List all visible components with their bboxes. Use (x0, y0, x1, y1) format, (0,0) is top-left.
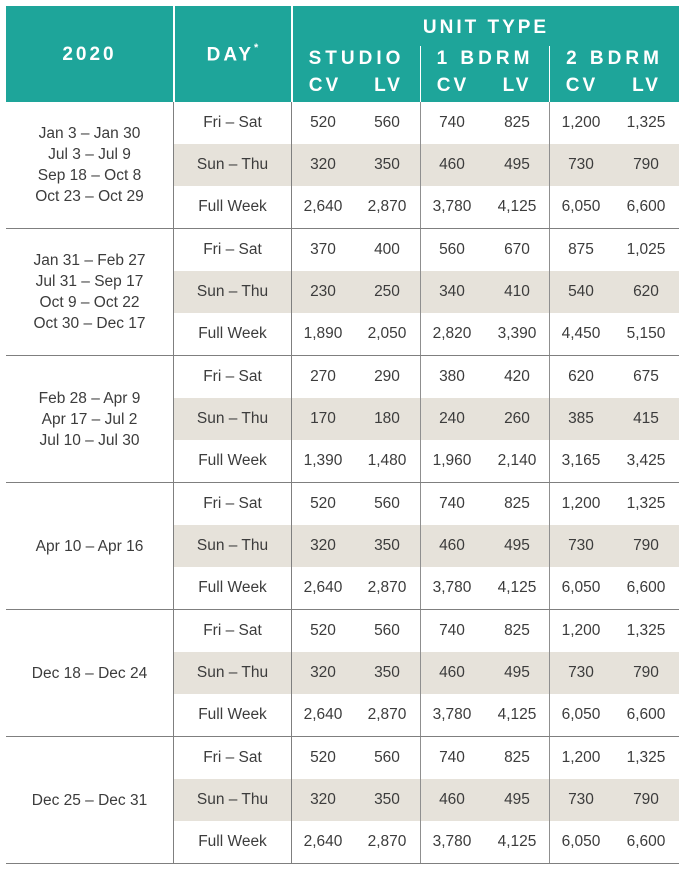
points-cell: 620 (568, 368, 594, 385)
points-chart (6, 6, 679, 864)
points-cell: 2,820 (432, 325, 472, 342)
points-cell: 270 (310, 368, 336, 385)
points-cell: 2,870 (367, 833, 407, 850)
season-group (6, 610, 679, 737)
year-heading: 2020 (62, 44, 117, 65)
points-cell: 495 (504, 156, 530, 173)
column-divider (173, 610, 174, 736)
points-cell: 740 (439, 114, 465, 131)
season-group (6, 102, 679, 229)
points-cell: 6,600 (626, 833, 666, 850)
points-cell: 790 (633, 156, 659, 173)
table-row (174, 186, 679, 228)
points-cell: 1,200 (561, 622, 601, 639)
points-cell: 560 (374, 622, 400, 639)
points-cell: 420 (504, 368, 530, 385)
season-dates (6, 229, 173, 355)
points-cell: 2,140 (497, 452, 537, 469)
season-group (6, 737, 679, 864)
points-cell: 170 (310, 410, 336, 427)
points-cell: 1,890 (303, 325, 343, 342)
points-cell: 4,125 (497, 706, 537, 723)
points-cell: 560 (374, 114, 400, 131)
points-cell: 520 (310, 114, 336, 131)
day-cell: Sun – Thu (196, 664, 269, 681)
points-cell: 3,780 (432, 706, 472, 723)
day-cell: Full Week (198, 706, 267, 723)
points-cell: 495 (504, 537, 530, 554)
day-footnote-mark: * (254, 42, 259, 54)
points-cell: 6,600 (626, 579, 666, 596)
points-cell: 400 (374, 241, 400, 258)
table-row (174, 102, 679, 144)
points-cell: 825 (504, 495, 530, 512)
points-cell: 560 (374, 749, 400, 766)
points-cell: 320 (310, 664, 336, 681)
day-cell: Full Week (198, 579, 267, 596)
day-cell: Fri – Sat (203, 368, 262, 385)
points-cell: 380 (439, 368, 465, 385)
table-header (6, 6, 679, 102)
day-cell: Fri – Sat (203, 114, 262, 131)
points-cell: 4,450 (561, 325, 601, 342)
table-body (6, 102, 679, 864)
points-cell: 875 (568, 241, 594, 258)
points-cell: 460 (439, 791, 465, 808)
points-cell: 2,870 (367, 198, 407, 215)
season-dates (6, 610, 173, 736)
points-cell: 1,325 (626, 622, 666, 639)
points-cell: 2,870 (367, 579, 407, 596)
one-bedroom-cv-heading: CV (436, 75, 470, 96)
points-cell: 460 (439, 156, 465, 173)
table-row (174, 144, 679, 186)
points-cell: 740 (439, 495, 465, 512)
points-cell: 2,640 (303, 706, 343, 723)
table-row (174, 398, 679, 440)
points-cell: 2,640 (303, 198, 343, 215)
studio-lv-heading: LV (374, 75, 403, 96)
day-cell: Full Week (198, 452, 267, 469)
date-range: Apr 10 – Apr 16 (35, 537, 144, 555)
date-range: Dec 18 – Dec 24 (31, 664, 148, 682)
day-cell: Sun – Thu (196, 283, 269, 300)
points-cell: 370 (310, 241, 336, 258)
points-cell: 1,325 (626, 749, 666, 766)
date-range: Oct 9 – Oct 22 (39, 294, 140, 311)
date-range: Jul 31 – Sep 17 (35, 273, 144, 290)
column-divider (173, 483, 174, 609)
day-cell: Sun – Thu (196, 410, 269, 427)
column-divider (291, 737, 292, 863)
table-row (174, 652, 679, 694)
points-cell: 3,165 (561, 452, 601, 469)
table-row (174, 229, 679, 271)
date-range: Dec 25 – Dec 31 (31, 791, 148, 809)
points-cell: 290 (374, 368, 400, 385)
table-row (174, 525, 679, 567)
points-cell: 790 (633, 537, 659, 554)
table-row (174, 356, 679, 398)
table-row (174, 440, 679, 482)
points-cell: 825 (504, 114, 530, 131)
column-divider (549, 229, 550, 355)
two-bedroom-cv-heading: CV (565, 75, 599, 96)
unit-type-heading: UNIT TYPE (422, 17, 550, 38)
points-cell: 670 (504, 241, 530, 258)
points-cell: 740 (439, 749, 465, 766)
points-cell: 1,200 (561, 495, 601, 512)
points-cell: 5,150 (626, 325, 666, 342)
column-divider (549, 483, 550, 609)
two-bedroom-heading: 2 BDRM (566, 48, 663, 69)
table-row (174, 567, 679, 609)
day-cell: Fri – Sat (203, 241, 262, 258)
points-cell: 350 (374, 791, 400, 808)
studio-heading: STUDIO (308, 48, 405, 69)
column-divider (549, 737, 550, 863)
day-cell: Full Week (198, 198, 267, 215)
points-cell: 620 (633, 283, 659, 300)
date-range: Sep 18 – Oct 8 (37, 167, 142, 184)
column-divider (173, 737, 174, 863)
points-cell: 790 (633, 664, 659, 681)
day-cell: Sun – Thu (196, 537, 269, 554)
column-divider (420, 737, 421, 863)
points-cell: 6,600 (626, 198, 666, 215)
column-divider (291, 356, 292, 482)
points-cell: 1,025 (626, 241, 666, 258)
points-cell: 6,050 (561, 706, 601, 723)
day-cell: Sun – Thu (196, 156, 269, 173)
points-cell: 730 (568, 156, 594, 173)
table-row (174, 737, 679, 779)
points-cell: 1,960 (432, 452, 472, 469)
points-cell: 2,050 (367, 325, 407, 342)
column-divider (420, 610, 421, 736)
column-divider (173, 356, 174, 482)
column-divider (291, 483, 292, 609)
day-cell: Full Week (198, 833, 267, 850)
table-row (174, 610, 679, 652)
points-cell: 560 (374, 495, 400, 512)
points-cell: 1,480 (367, 452, 407, 469)
points-cell: 2,640 (303, 833, 343, 850)
points-cell: 4,125 (497, 198, 537, 215)
points-cell: 675 (633, 368, 659, 385)
points-cell: 230 (310, 283, 336, 300)
points-cell: 350 (374, 664, 400, 681)
points-cell: 730 (568, 537, 594, 554)
column-divider (549, 356, 550, 482)
day-heading (174, 44, 291, 66)
points-cell: 3,780 (432, 198, 472, 215)
points-cell: 180 (374, 410, 400, 427)
points-cell: 1,390 (303, 452, 343, 469)
points-cell: 250 (374, 283, 400, 300)
points-cell: 740 (439, 622, 465, 639)
points-cell: 4,125 (497, 579, 537, 596)
column-divider (420, 229, 421, 355)
points-cell: 350 (374, 537, 400, 554)
date-range: Oct 23 – Oct 29 (35, 188, 144, 205)
column-divider (173, 102, 174, 228)
date-range: Feb 28 – Apr 9 (38, 389, 141, 407)
day-cell: Fri – Sat (203, 495, 262, 512)
points-cell: 560 (439, 241, 465, 258)
date-range: Oct 30 – Dec 17 (33, 315, 146, 332)
points-cell: 3,425 (626, 452, 666, 469)
points-cell: 520 (310, 495, 336, 512)
season-dates (6, 737, 173, 863)
points-cell: 1,200 (561, 749, 601, 766)
date-range: Jul 10 – Jul 30 (39, 431, 140, 449)
points-cell: 460 (439, 537, 465, 554)
points-cell: 410 (504, 283, 530, 300)
points-cell: 6,600 (626, 706, 666, 723)
studio-cv-heading: CV (308, 75, 342, 96)
points-cell: 1,325 (626, 114, 666, 131)
points-cell: 3,780 (432, 833, 472, 850)
points-cell: 340 (439, 283, 465, 300)
points-cell: 260 (504, 410, 530, 427)
points-cell: 3,390 (497, 325, 537, 342)
points-cell: 495 (504, 791, 530, 808)
season-dates (6, 102, 173, 228)
table-row (174, 483, 679, 525)
points-cell: 6,050 (561, 579, 601, 596)
points-cell: 825 (504, 622, 530, 639)
date-range: Apr 17 – Jul 2 (41, 410, 138, 428)
day-cell: Fri – Sat (203, 622, 262, 639)
two-bedroom-lv-heading: LV (632, 75, 661, 96)
table-row (174, 694, 679, 736)
date-range: Jan 3 – Jan 30 (38, 125, 141, 142)
column-divider (420, 483, 421, 609)
day-cell: Full Week (198, 325, 267, 342)
one-bedroom-lv-heading: LV (502, 75, 532, 96)
date-range: Jul 3 – Jul 9 (48, 146, 131, 163)
day-heading-label: DAY (206, 44, 255, 66)
points-cell: 2,870 (367, 706, 407, 723)
season-group (6, 356, 679, 483)
points-cell: 320 (310, 537, 336, 554)
column-divider (420, 356, 421, 482)
table-row (174, 271, 679, 313)
table-row (174, 779, 679, 821)
points-cell: 6,050 (561, 833, 601, 850)
points-cell: 240 (439, 410, 465, 427)
points-cell: 1,325 (626, 495, 666, 512)
points-cell: 730 (568, 664, 594, 681)
table-row (174, 313, 679, 355)
points-cell: 495 (504, 664, 530, 681)
points-cell: 2,640 (303, 579, 343, 596)
points-cell: 350 (374, 156, 400, 173)
column-divider (291, 610, 292, 736)
points-cell: 520 (310, 749, 336, 766)
points-cell: 6,050 (561, 198, 601, 215)
column-divider (549, 610, 550, 736)
points-cell: 730 (568, 791, 594, 808)
day-cell: Fri – Sat (203, 749, 262, 766)
season-dates (6, 483, 173, 609)
points-cell: 415 (633, 410, 659, 427)
points-cell: 4,125 (497, 833, 537, 850)
points-cell: 460 (439, 664, 465, 681)
column-divider (420, 102, 421, 228)
column-divider (291, 229, 292, 355)
day-cell: Sun – Thu (196, 791, 269, 808)
points-cell: 540 (568, 283, 594, 300)
column-divider (291, 102, 292, 228)
table-row (174, 821, 679, 863)
column-divider (549, 102, 550, 228)
points-cell: 385 (568, 410, 594, 427)
points-cell: 790 (633, 791, 659, 808)
points-cell: 825 (504, 749, 530, 766)
date-range: Jan 31 – Feb 27 (33, 252, 146, 269)
column-divider (173, 229, 174, 355)
season-group (6, 229, 679, 356)
points-cell: 3,780 (432, 579, 472, 596)
points-cell: 320 (310, 156, 336, 173)
points-cell: 520 (310, 622, 336, 639)
season-group (6, 483, 679, 610)
points-cell: 320 (310, 791, 336, 808)
season-dates (6, 356, 173, 482)
one-bedroom-heading: 1 BDRM (436, 48, 534, 69)
points-cell: 1,200 (561, 114, 601, 131)
